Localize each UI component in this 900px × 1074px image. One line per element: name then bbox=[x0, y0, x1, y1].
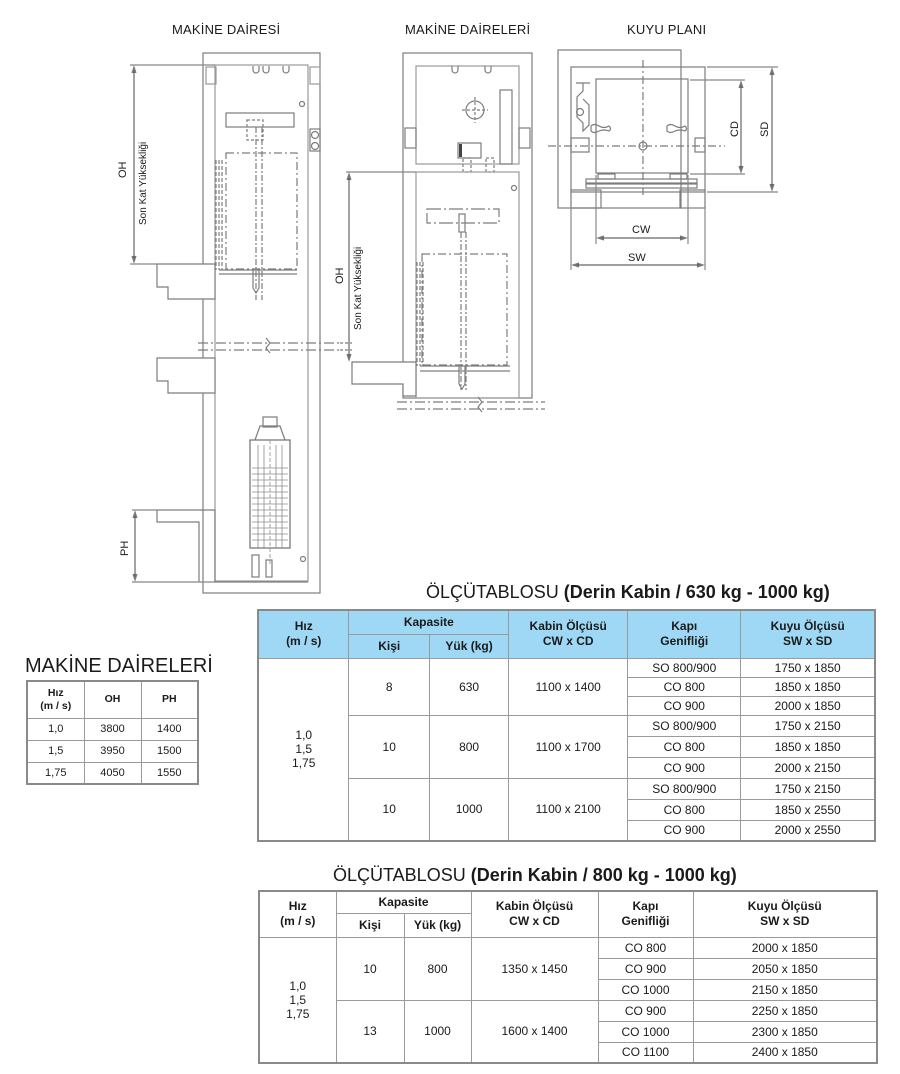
header-persons: Kişi bbox=[349, 634, 429, 658]
cell-persons: 10 bbox=[349, 715, 429, 778]
cell-load: 800 bbox=[404, 937, 471, 1000]
header-speed: Hız (m / s) bbox=[27, 681, 84, 718]
cell-door: CO 1000 bbox=[598, 979, 693, 1000]
header-oh: OH bbox=[84, 681, 141, 718]
cell-shaft: 2000 x 2150 bbox=[741, 757, 875, 778]
cell-ph: 1400 bbox=[141, 718, 198, 740]
cell-load: 800 bbox=[429, 715, 508, 778]
cell-cabin: 1100 x 2100 bbox=[509, 778, 628, 841]
cell-cabin: 1100 x 1700 bbox=[509, 715, 628, 778]
cell-door: SO 800/900 bbox=[628, 778, 741, 799]
cell-door: CO 900 bbox=[628, 820, 741, 841]
header-door: Kapı Genifliği bbox=[598, 891, 693, 937]
header-cabin: Kabin Ölçüsü CW x CD bbox=[471, 891, 598, 937]
table2-title-regular: ÖLÇÜTABLOSU bbox=[333, 865, 471, 885]
cell-shaft: 1850 x 2550 bbox=[741, 799, 875, 820]
cell-load: 630 bbox=[429, 658, 508, 715]
cell-persons: 8 bbox=[349, 658, 429, 715]
header-capacity: Kapasite bbox=[349, 610, 509, 634]
last-floor-height-label-1: Son Kat Yüksekliği bbox=[138, 141, 149, 225]
header-shaft: Kuyu Ölçüsü SW x SD bbox=[693, 891, 877, 937]
last-floor-height-label-2: Son Kat Yüksekliği bbox=[353, 246, 364, 330]
cell-oh: 3800 bbox=[84, 718, 141, 740]
cell-ph: 1550 bbox=[141, 762, 198, 784]
header-ph: PH bbox=[141, 681, 198, 718]
cell-speeds: 1,0 1,5 1,75 bbox=[258, 658, 349, 841]
header-cabin: Kabin Ölçüsü CW x CD bbox=[509, 610, 628, 658]
table-row bbox=[259, 1000, 877, 1021]
dimension-table-2 bbox=[258, 890, 878, 1064]
machine-rooms-table bbox=[26, 680, 199, 785]
header-capacity: Kapasite bbox=[336, 891, 471, 913]
cell-oh: 4050 bbox=[84, 762, 141, 784]
cd-label: CD bbox=[729, 121, 741, 137]
cell-cabin: 1350 x 1450 bbox=[471, 937, 598, 1000]
table-row bbox=[258, 778, 875, 799]
cell-persons: 10 bbox=[349, 778, 429, 841]
cell-door: SO 800/900 bbox=[628, 658, 741, 677]
header-speed: Hız (m / s) bbox=[258, 610, 349, 658]
cell-shaft: 2150 x 1850 bbox=[693, 979, 877, 1000]
shaft-plan-title: KUYU PLANI bbox=[627, 22, 707, 37]
header-door: Kapı Genifliği bbox=[628, 610, 741, 658]
cell-cabin: 1100 x 1400 bbox=[509, 658, 628, 715]
cell-speed: 1,5 bbox=[27, 740, 84, 762]
cell-oh: 3950 bbox=[84, 740, 141, 762]
cell-shaft: 2000 x 1850 bbox=[741, 696, 875, 715]
cell-load: 1000 bbox=[404, 1000, 471, 1063]
cw-label: CW bbox=[632, 224, 651, 236]
header-speed: Hız (m / s) bbox=[259, 891, 336, 937]
cell-door: CO 800 bbox=[628, 677, 741, 696]
cell-shaft: 2300 x 1850 bbox=[693, 1021, 877, 1042]
machine-table-title: MAKİNE DAİRELERİ bbox=[25, 655, 213, 677]
cell-door: CO 900 bbox=[598, 1000, 693, 1021]
cell-persons: 13 bbox=[336, 1000, 404, 1063]
cell-door: CO 1000 bbox=[598, 1021, 693, 1042]
header-persons: Kişi bbox=[336, 913, 404, 937]
cell-door: CO 900 bbox=[598, 958, 693, 979]
cell-shaft: 1750 x 2150 bbox=[741, 778, 875, 799]
cell-shaft: 1750 x 2150 bbox=[741, 715, 875, 736]
shaft-plan bbox=[548, 50, 778, 270]
cell-door: CO 900 bbox=[628, 696, 741, 715]
header-load: Yük (kg) bbox=[429, 634, 508, 658]
cell-door: SO 800/900 bbox=[628, 715, 741, 736]
cell-shaft: 2000 x 1850 bbox=[693, 937, 877, 958]
table-row bbox=[258, 715, 875, 736]
cell-door: CO 900 bbox=[628, 757, 741, 778]
cell-speeds: 1,0 1,5 1,75 bbox=[259, 937, 336, 1063]
table1-title bbox=[426, 582, 830, 603]
oh-label-1: OH bbox=[117, 161, 129, 178]
machine-rooms-elevation bbox=[340, 53, 545, 412]
table-row bbox=[259, 937, 877, 958]
oh-label-2: OH bbox=[334, 267, 346, 284]
cell-load: 1000 bbox=[429, 778, 508, 841]
machine-room-title: MAKİNE DAİRESİ bbox=[172, 22, 281, 37]
header-load: Yük (kg) bbox=[404, 913, 471, 937]
cell-speed: 1,0 bbox=[27, 718, 84, 740]
machine-rooms-title: MAKİNE DAİRELERİ bbox=[405, 22, 531, 37]
sw-label: SW bbox=[628, 252, 646, 264]
cell-speed: 1,75 bbox=[27, 762, 84, 784]
cell-shaft: 2050 x 1850 bbox=[693, 958, 877, 979]
cell-door: CO 1100 bbox=[598, 1042, 693, 1063]
cell-persons: 10 bbox=[336, 937, 404, 1000]
table-row bbox=[258, 658, 875, 677]
ph-label: PH bbox=[119, 540, 131, 556]
cell-shaft: 1850 x 1850 bbox=[741, 677, 875, 696]
cell-shaft: 2000 x 2550 bbox=[741, 820, 875, 841]
cell-shaft: 2250 x 1850 bbox=[693, 1000, 877, 1021]
table-row bbox=[27, 740, 198, 762]
cell-shaft: 2400 x 1850 bbox=[693, 1042, 877, 1063]
machine-room-elevation bbox=[130, 53, 340, 593]
cell-door: CO 800 bbox=[628, 736, 741, 757]
table1-title-bold: (Derin Kabin / 630 kg - 1000 kg) bbox=[563, 582, 830, 602]
table-row bbox=[27, 762, 198, 784]
table2-title-bold: (Derin Kabin / 800 kg - 1000 kg) bbox=[470, 865, 737, 885]
cell-shaft: 1850 x 1850 bbox=[741, 736, 875, 757]
cell-cabin: 1600 x 1400 bbox=[471, 1000, 598, 1063]
dimension-table-1 bbox=[257, 609, 876, 842]
header-shaft: Kuyu Ölçüsü SW x SD bbox=[741, 610, 875, 658]
cell-door: CO 800 bbox=[628, 799, 741, 820]
cell-door: CO 800 bbox=[598, 937, 693, 958]
sd-label: SD bbox=[759, 121, 771, 137]
table1-title-regular: ÖLÇÜTABLOSU bbox=[426, 582, 564, 602]
cell-shaft: 1750 x 1850 bbox=[741, 658, 875, 677]
table-row bbox=[27, 718, 198, 740]
cell-ph: 1500 bbox=[141, 740, 198, 762]
table2-title bbox=[333, 865, 737, 886]
